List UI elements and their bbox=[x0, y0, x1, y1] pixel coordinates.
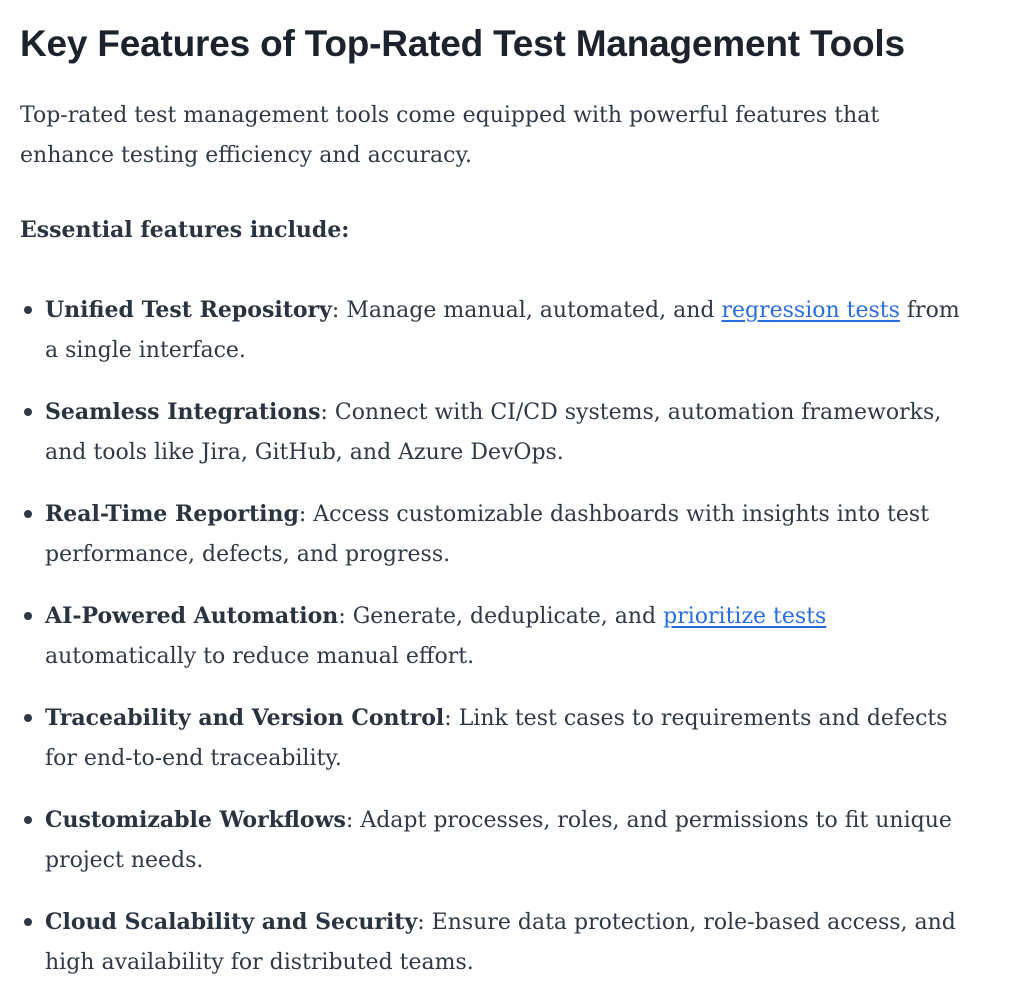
feature-name: Real-Time Reporting bbox=[45, 501, 299, 527]
list-item bbox=[20, 698, 965, 779]
feature-text: : Access customizable dashboards with insights into test performance, defects, and progress. bbox=[45, 502, 930, 567]
feature-text: : Connect with CI/CD systems, automation frameworks, and tools like Jira, GitHub, and Azure DevOps. bbox=[45, 400, 942, 465]
feature-text: : Adapt processes, roles, and permissions to fit unique project needs. bbox=[45, 808, 952, 873]
feature-text: : Link test cases to requirements and defects for end-to-end traceability. bbox=[45, 706, 948, 771]
list-item bbox=[20, 596, 965, 677]
list-item bbox=[20, 902, 965, 983]
prioritize-tests-link[interactable]: prioritize tests bbox=[663, 604, 827, 629]
feature-text: automatically to reduce manual effort. bbox=[45, 644, 475, 669]
features-lead: Essential features include: bbox=[20, 217, 350, 243]
list-item bbox=[20, 494, 965, 575]
regression-tests-link[interactable]: regression tests bbox=[721, 298, 900, 323]
feature-name: Unified Test Repository bbox=[45, 297, 332, 323]
feature-text: from a single interface. bbox=[45, 298, 960, 363]
feature-name: Traceability and Version Control bbox=[45, 705, 445, 731]
feature-name: Cloud Scalability and Security bbox=[45, 909, 418, 935]
feature-text: : Ensure data protection, role-based access, and high availability for distributed teams. bbox=[45, 910, 956, 975]
feature-name: AI-Powered Automation bbox=[45, 603, 339, 629]
feature-name: Customizable Workflows bbox=[45, 807, 346, 833]
list-item bbox=[20, 800, 965, 881]
feature-text: : Manage manual, automated, and bbox=[331, 298, 722, 323]
list-item bbox=[20, 290, 965, 371]
intro-paragraph: Top-rated test management tools come equipped with powerful features that enhance testing efficiency and accuracy. bbox=[20, 103, 880, 168]
list-item bbox=[20, 392, 965, 473]
feature-list bbox=[20, 290, 980, 983]
feature-name: Seamless Integrations bbox=[45, 399, 321, 425]
page-title: Key Features of Top-Rated Test Management Tools bbox=[20, 23, 905, 64]
feature-text: : Generate, deduplicate, and bbox=[338, 604, 664, 629]
